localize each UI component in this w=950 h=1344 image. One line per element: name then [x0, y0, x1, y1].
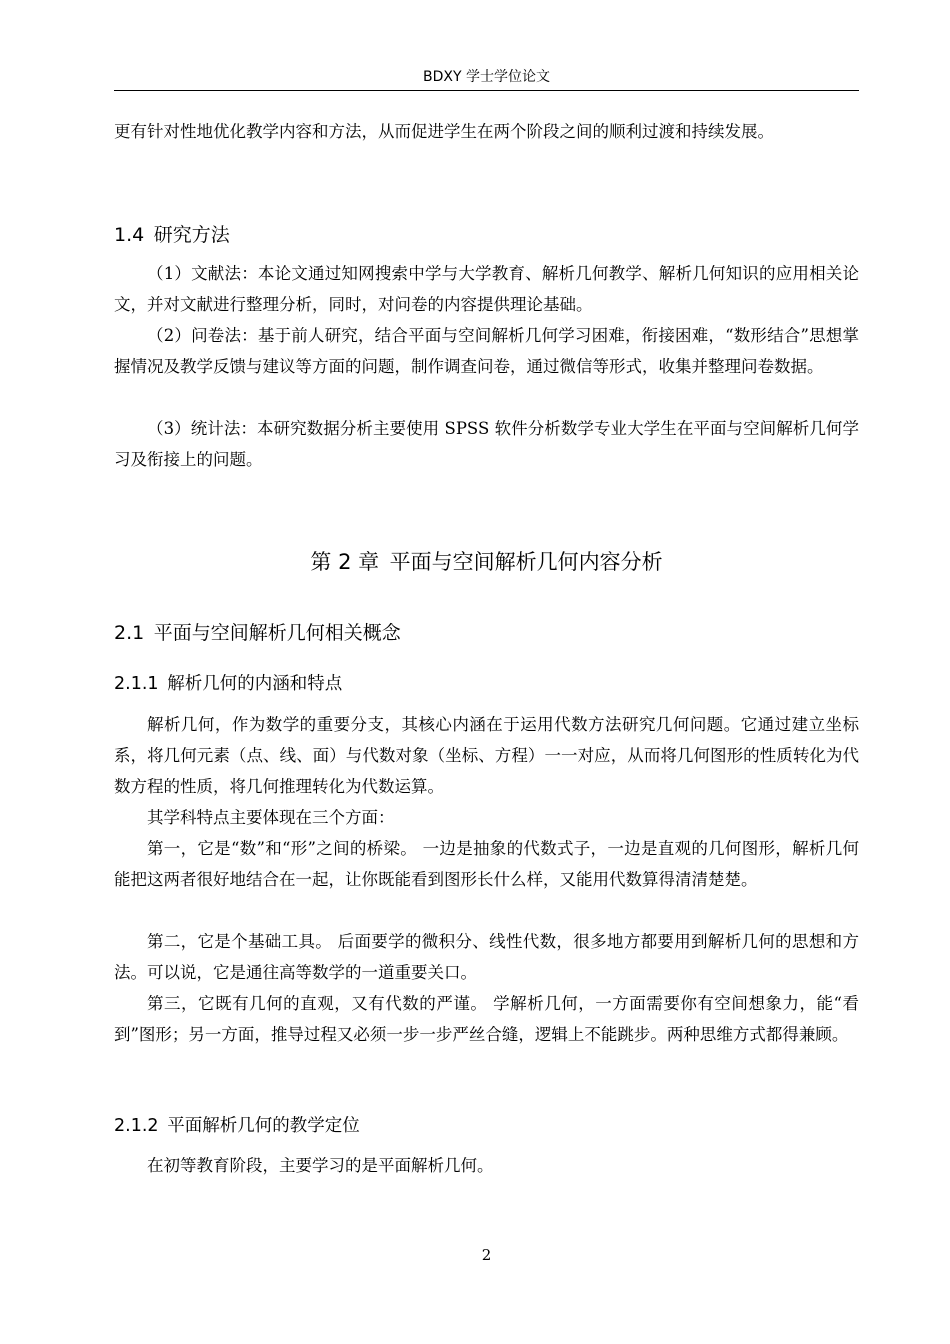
feature-third-paragraph: 第三，它既有几何的直观，又有代数的严谨。 学解析几何，一方面需要你有空间想象力，能“看到”图形；另一方面，推导过程又必须一步一步严丝合缝，逻辑上不能跳步。两种思维方式都得兼顾。 [114, 994, 859, 1044]
feature-first-paragraph: 第一，它是“数”和“形”之间的桥梁。 一边是抽象的代数式子，一边是直观的几何图形，解析几何能把这两者很好地结合在一起，让你既能看到图形长什么样，又能用代数算得清清楚楚。 [114, 839, 859, 889]
continuation-paragraph: 更有针对性地优化教学内容和方法，从而促进学生在两个阶段之间的顺利过渡和持续发展。 [114, 122, 774, 141]
running-header: BDXY 学士学位论文 [423, 69, 550, 85]
chapter-number: 第 2 章 [310, 550, 380, 574]
teaching-position-paragraph: 在初等教育阶段，主要学习的是平面解析几何。 [147, 1156, 494, 1175]
page-number: 2 [481, 1246, 492, 1264]
subsection-heading-2-1-1 [114, 672, 859, 696]
section-heading-1-4 [114, 222, 859, 248]
header-rule [114, 90, 859, 91]
chapter-heading-2 [114, 548, 859, 576]
features-intro-paragraph: 其学科特点主要体现在三个方面： [147, 808, 395, 827]
section-heading-2-1 [114, 620, 859, 646]
subsection-heading-2-1-2 [114, 1114, 859, 1138]
chapter-title: 平面与空间解析几何内容分析 [389, 550, 663, 574]
section-title: 研究方法 [153, 224, 230, 246]
subsection-number: 2.1.2 [114, 1116, 159, 1136]
subsection-number: 2.1.1 [114, 674, 159, 694]
method-paragraph-statistics: （3）统计法：本研究数据分析主要使用 SPSS 软件分析数学专业大学生在平面与空间解析几何学习及衔接上的问题。 [114, 419, 859, 469]
subsection-title: 平面解析几何的教学定位 [167, 1116, 360, 1136]
section-number: 1.4 [114, 224, 145, 246]
section-title: 平面与空间解析几何相关概念 [153, 622, 401, 644]
method-paragraph-questionnaire: （2）问卷法：基于前人研究，结合平面与空间解析几何学习困难，衔接困难，“数形结合”思想掌握情况及教学反馈与建议等方面的问题，制作调查问卷，通过微信等形式，收集并整理问卷数据。 [114, 326, 859, 376]
section-number: 2.1 [114, 622, 145, 644]
subsection-title: 解析几何的内涵和特点 [167, 674, 343, 694]
method-paragraph-literature: （1）文献法：本论文通过知网搜索中学与大学教育、解析几何教学、解析几何知识的应用相关论文，并对文献进行整理分析，同时，对问卷的内容提供理论基础。 [114, 264, 859, 314]
feature-second-paragraph: 第二，它是个基础工具。 后面要学的微积分、线性代数，很多地方都要用到解析几何的思想和方法。可以说，它是通往高等数学的一道重要关口。 [114, 932, 859, 982]
connotation-paragraph: 解析几何，作为数学的重要分支，其核心内涵在于运用代数方法研究几何问题。它通过建立坐标系，将几何元素（点、线、面）与代数对象（坐标、方程）一一对应，从而将几何图形的性质转化为代数方程的性质，将几何推理转化为代数运算。 [114, 715, 859, 796]
